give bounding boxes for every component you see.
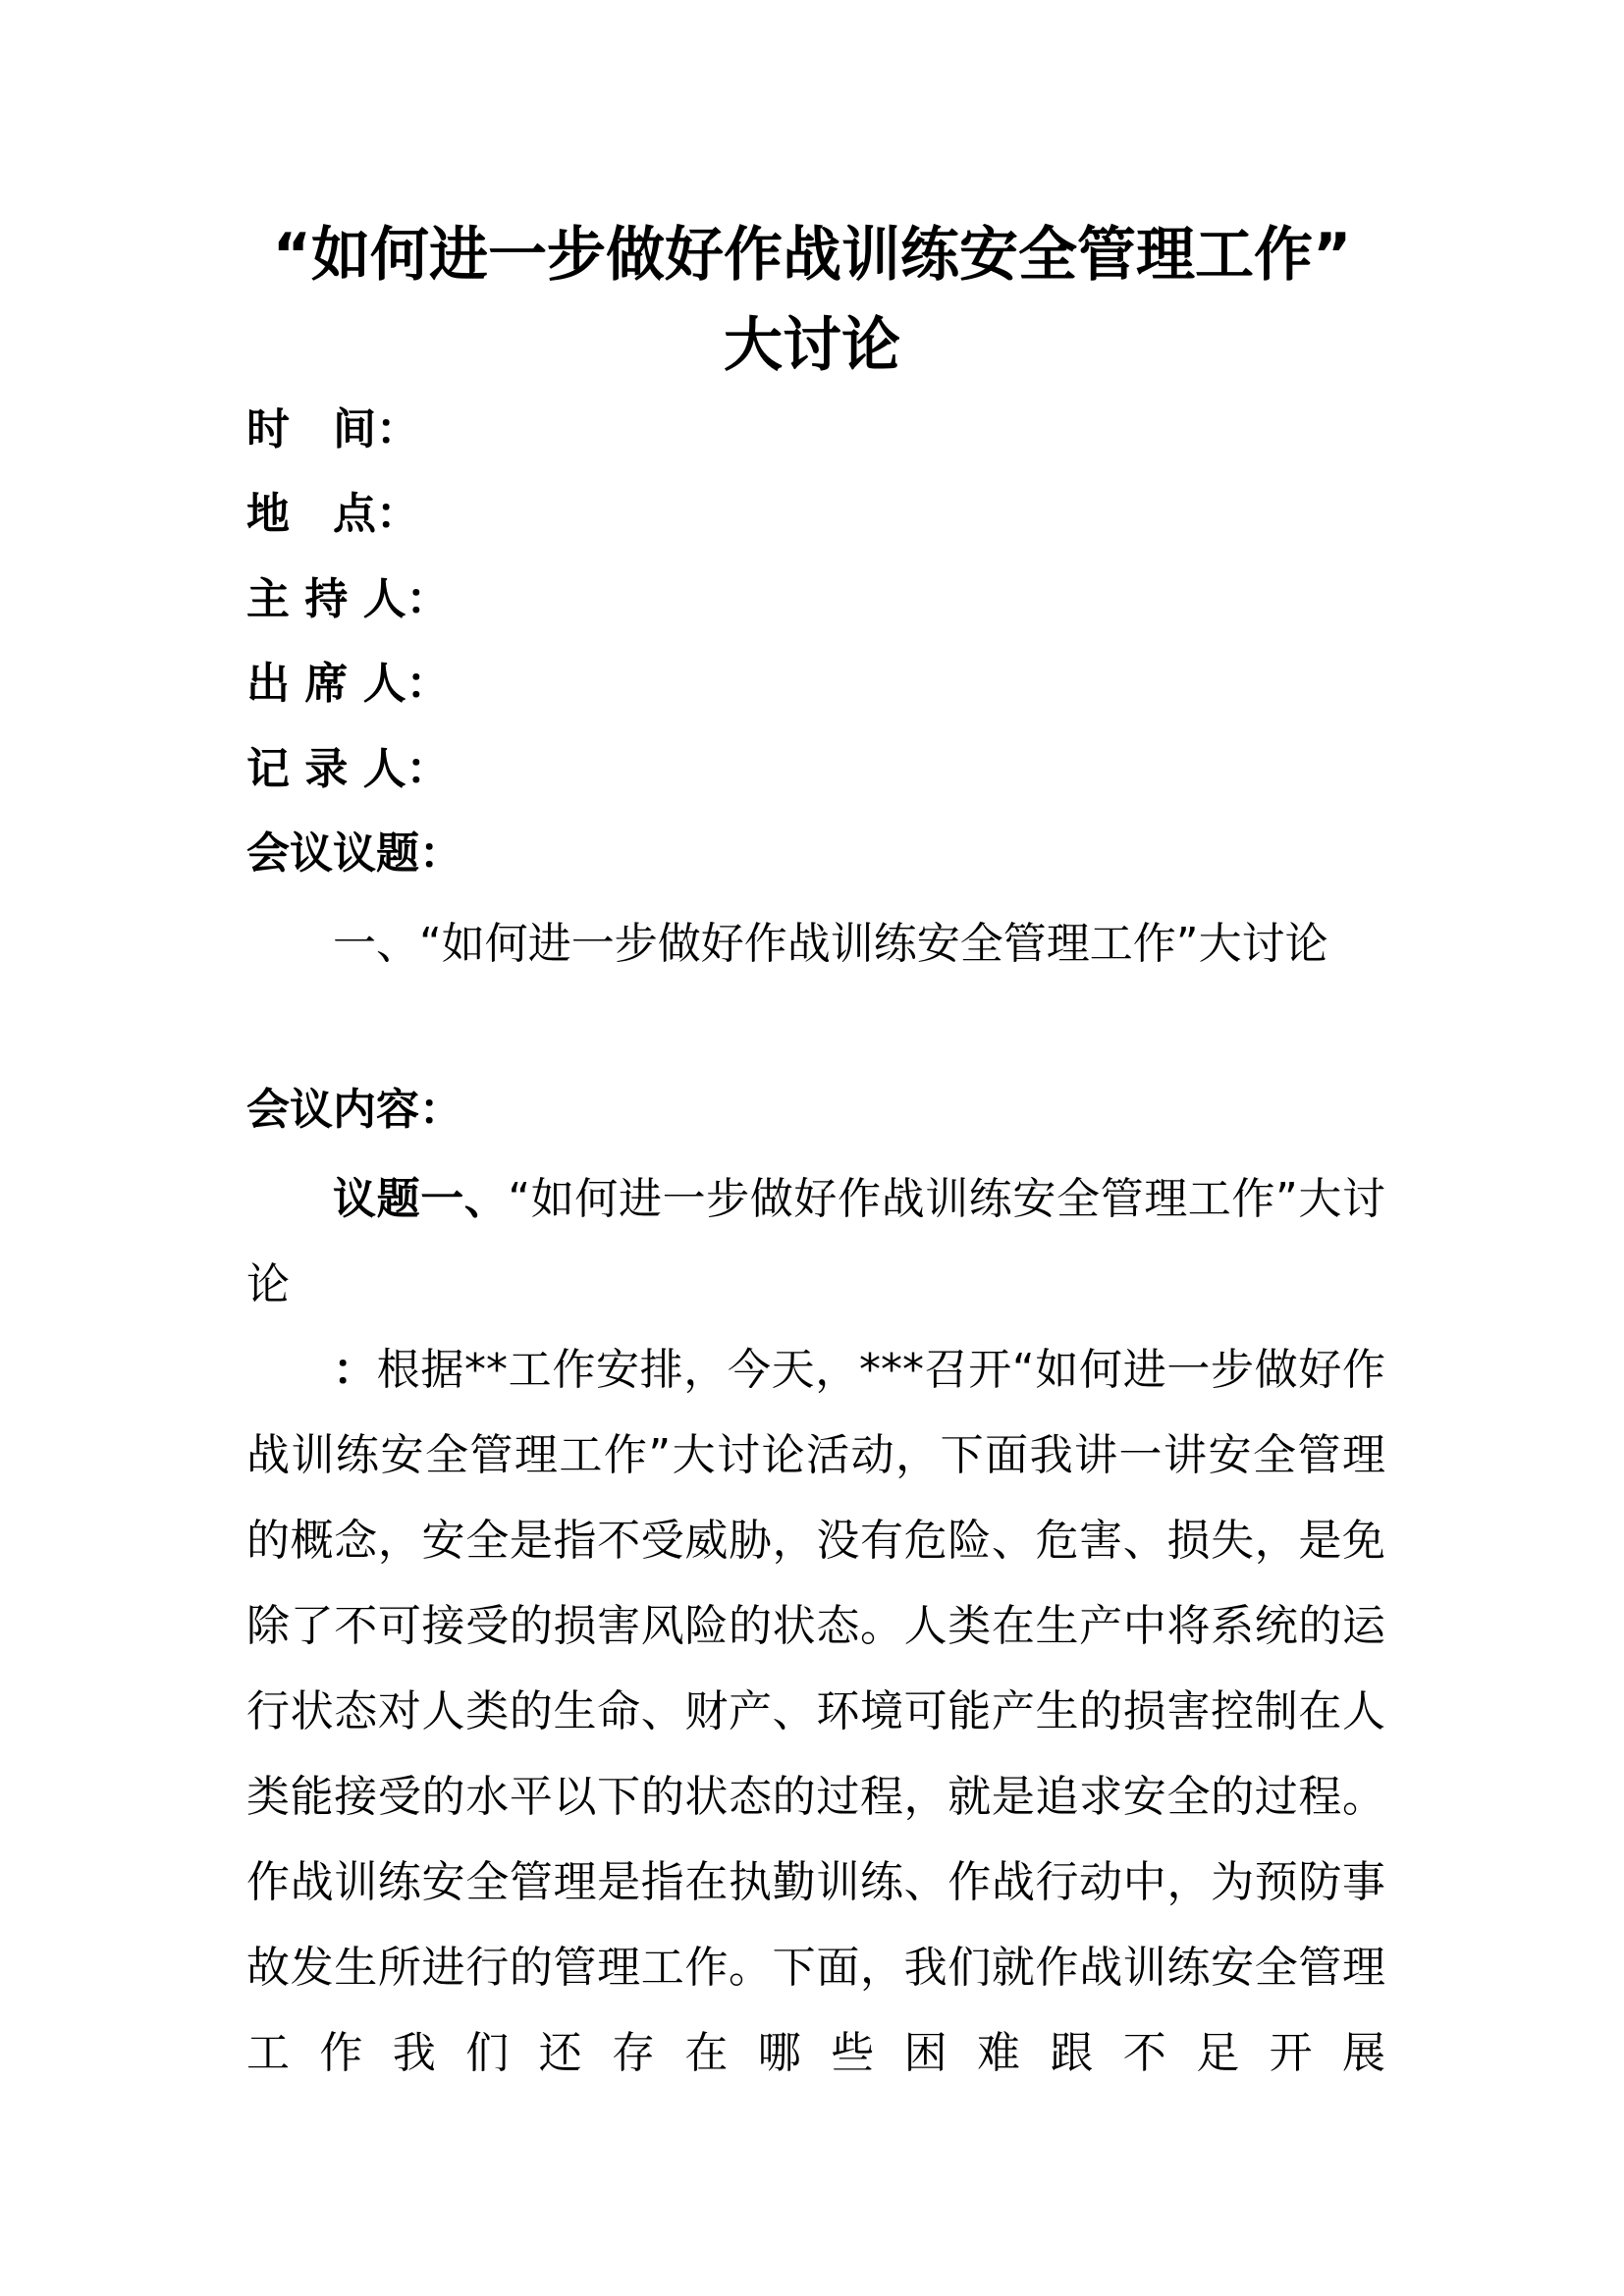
body-paragraph	[246, 1327, 1385, 2096]
agenda-item: 一、“如何进一步做好作战训练安全管理工作”大讨论	[333, 919, 1328, 969]
content-heading: 会议内容：	[246, 1085, 462, 1135]
place-label: 地 点：	[246, 489, 419, 539]
document-title-line-1: “如何进一步做好作战训练安全管理工作”	[272, 221, 1352, 290]
topic-paragraph	[246, 1156, 1385, 1327]
recorder-label: 记 录 人：	[246, 744, 450, 794]
topic-label: 议题一、	[333, 1174, 509, 1224]
agenda-heading: 会议议题：	[246, 828, 462, 879]
time-label: 时 间：	[246, 404, 419, 454]
attendees-label: 出 席 人：	[246, 659, 450, 709]
body-text: 根据**工作安排，今天，***召开“如何进一步做好作战训练安全管理工作”大讨论活动，下面我讲一讲安全管理的概念，安全是指不受威胁，没有危险、危害、损失，是免除了不可接受的损害风险的状态。人类在生产中将系统的运行状态对人类的生命、财产、环境可能产生的损害控制在人类能接受的水平以下的状态的过程，就是追求安全的过程。作战训练安全管理是指在执勤训练、作战行动中，为预防事故发生所进行的管理工作。下面，我们就作战训练安全管理工作我们还存在哪些困难跟不足开展	[246, 1345, 1386, 2078]
body-lead: ：	[333, 1345, 377, 1395]
topic-text: “如何进一步做好作战训练安全管理工作”大讨论	[246, 1174, 1385, 1309]
host-label: 主 持 人：	[246, 574, 450, 624]
document-title-line-2: 大讨论	[724, 311, 900, 380]
